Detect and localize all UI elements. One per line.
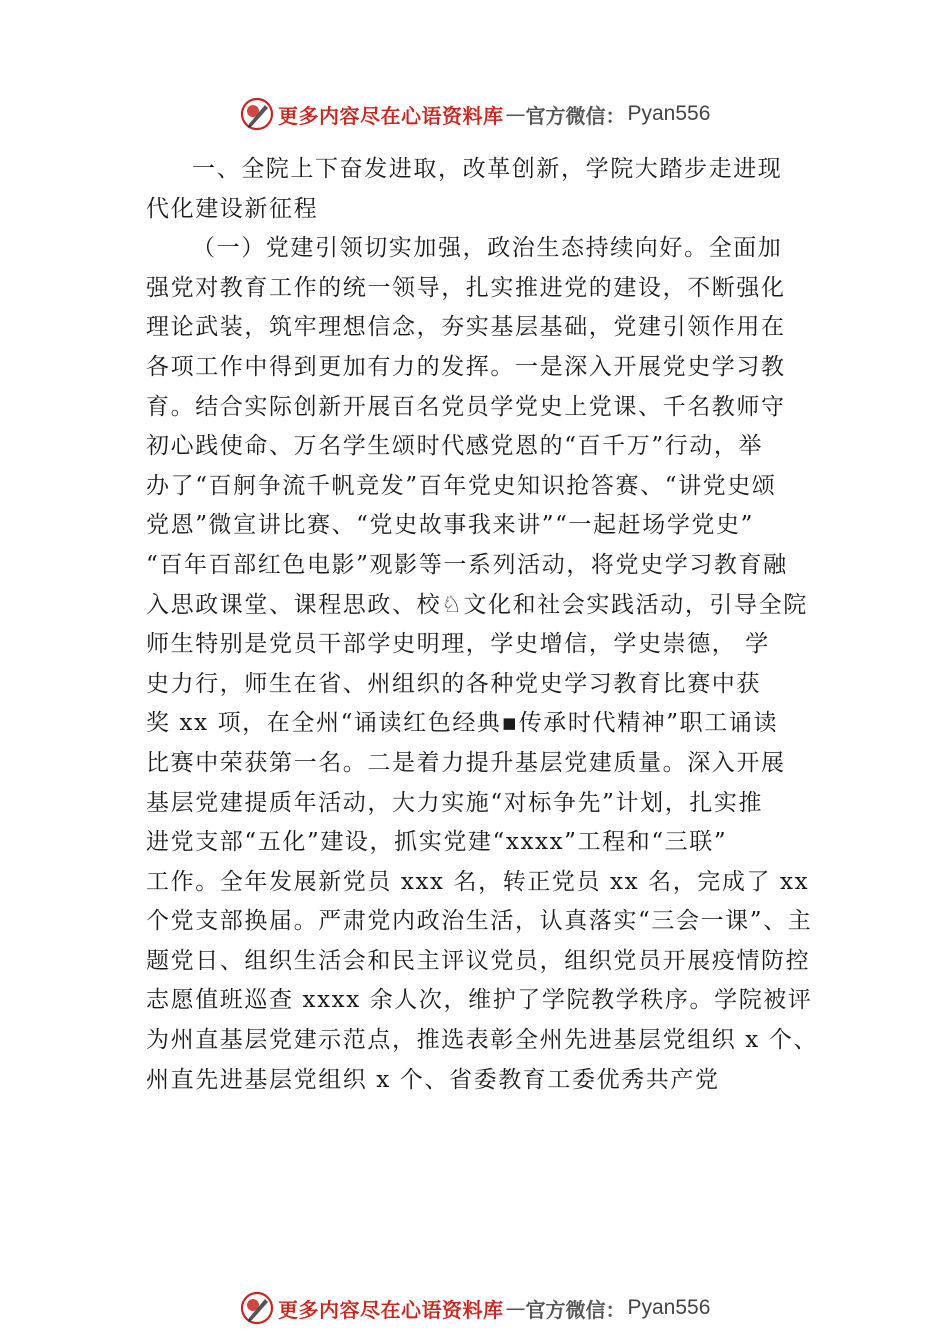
heading-line: 一、全院上下奋发进取，改革创新，学院大踏步走进现 [192,156,783,182]
paragraph-line: 入思政课堂、课程思政、校♘文化和社会实践活动，引导全院 [146,591,808,618]
paragraph-line: 师生特别是党员干部学史明理，学史增信，学史崇德， 学 [146,631,770,658]
paragraph-line: 各项工作中得到更加有力的发挥。一是深入开展党史学习教 [146,353,786,380]
paragraph-line: 工作。全年发展新党员 xxx 名，转正党员 xx 名，完成了 xx [146,868,810,895]
paragraph-line: 奖 xx 项，在全州“诵读红色经典▪传承时代精神”职工诵读 [146,710,779,737]
paragraph-line: 基层党建提质年活动，大力实施“对标争先”计划，扎实推 [146,789,764,816]
paragraph-line: 个党支部换届。严肃党内政治生活，认真落实“三会一课”、主 [146,908,813,935]
heading-line: 代化建设新征程 [146,195,319,222]
watermark-site-text: 更多内容尽在心语资料库 [278,103,504,128]
paragraph-line: 史力行，师生在省、州组织的各种党史学习教育比赛中获 [146,670,761,697]
paragraph-line: 育。结合实际创新开展百名党员学党史上党课、千名教师守 [146,393,786,420]
paragraph-line: 党恩”微宣讲比赛、“党史故事我来讲”“一起赶场学党史” [146,512,754,539]
watermark-wechat-id: Pyan556 [627,102,711,125]
watermark-separator: — [505,1296,526,1320]
paragraph-line: 强党对教育工作的统一领导，扎实推进党的建设，不断强化 [146,274,786,301]
paragraph-line: 题党日、组织生活会和民主评议党员，组织党员开展疫情防控 [146,947,811,974]
paragraph-line: “百年百部红色电影”观影等一系列活动，将党史学习教育融 [146,551,788,578]
paragraph-line: 理论武装，筑牢理想信念，夯实基层基础，党建引领作用在 [146,314,786,341]
watermark-banner-top [240,96,710,132]
paragraph-line: 比赛中荣获第一名。二是着力提升基层党建质量。深入开展 [146,749,786,776]
watermark-site-text: 更多内容尽在心语资料库 [278,1297,504,1322]
watermark-wechat-label: 官方微信： [525,1297,626,1322]
pen-logo-icon [240,97,274,131]
paragraph-line: 初心践使命、万名学生颂时代感党恩的“百千万”行动，举 [146,433,764,460]
paragraph-line: 办了“百舸争流千帆竞发”百年党史知识抢答赛、“讲党史颂 [146,472,777,499]
paragraph-line: 为州直基层党建示范点，推选表彰全州先进基层党组织 x 个、 [146,1027,818,1054]
watermark-wechat-id: Pyan556 [627,1296,711,1319]
watermark-banner-bottom [240,1290,710,1326]
paragraph-line: 志愿值班巡查 xxxx 余人次，维护了学院教学秩序。学院被评 [146,987,813,1014]
pen-logo-icon [240,1291,274,1325]
paragraph-line: （一）党建引领切实加强，政治生态持续向好。全面加 [192,235,783,262]
watermark-separator: — [505,102,526,126]
paragraph-line: 进党支部“五化”建设，抓实党建“xxxx”工程和“三联” [146,829,728,856]
document-body [146,150,826,1100]
watermark-wechat-label: 官方微信： [525,103,626,128]
paragraph-line: 州直先进基层党组织 x 个、省委教育工委优秀共产党 [146,1066,720,1093]
